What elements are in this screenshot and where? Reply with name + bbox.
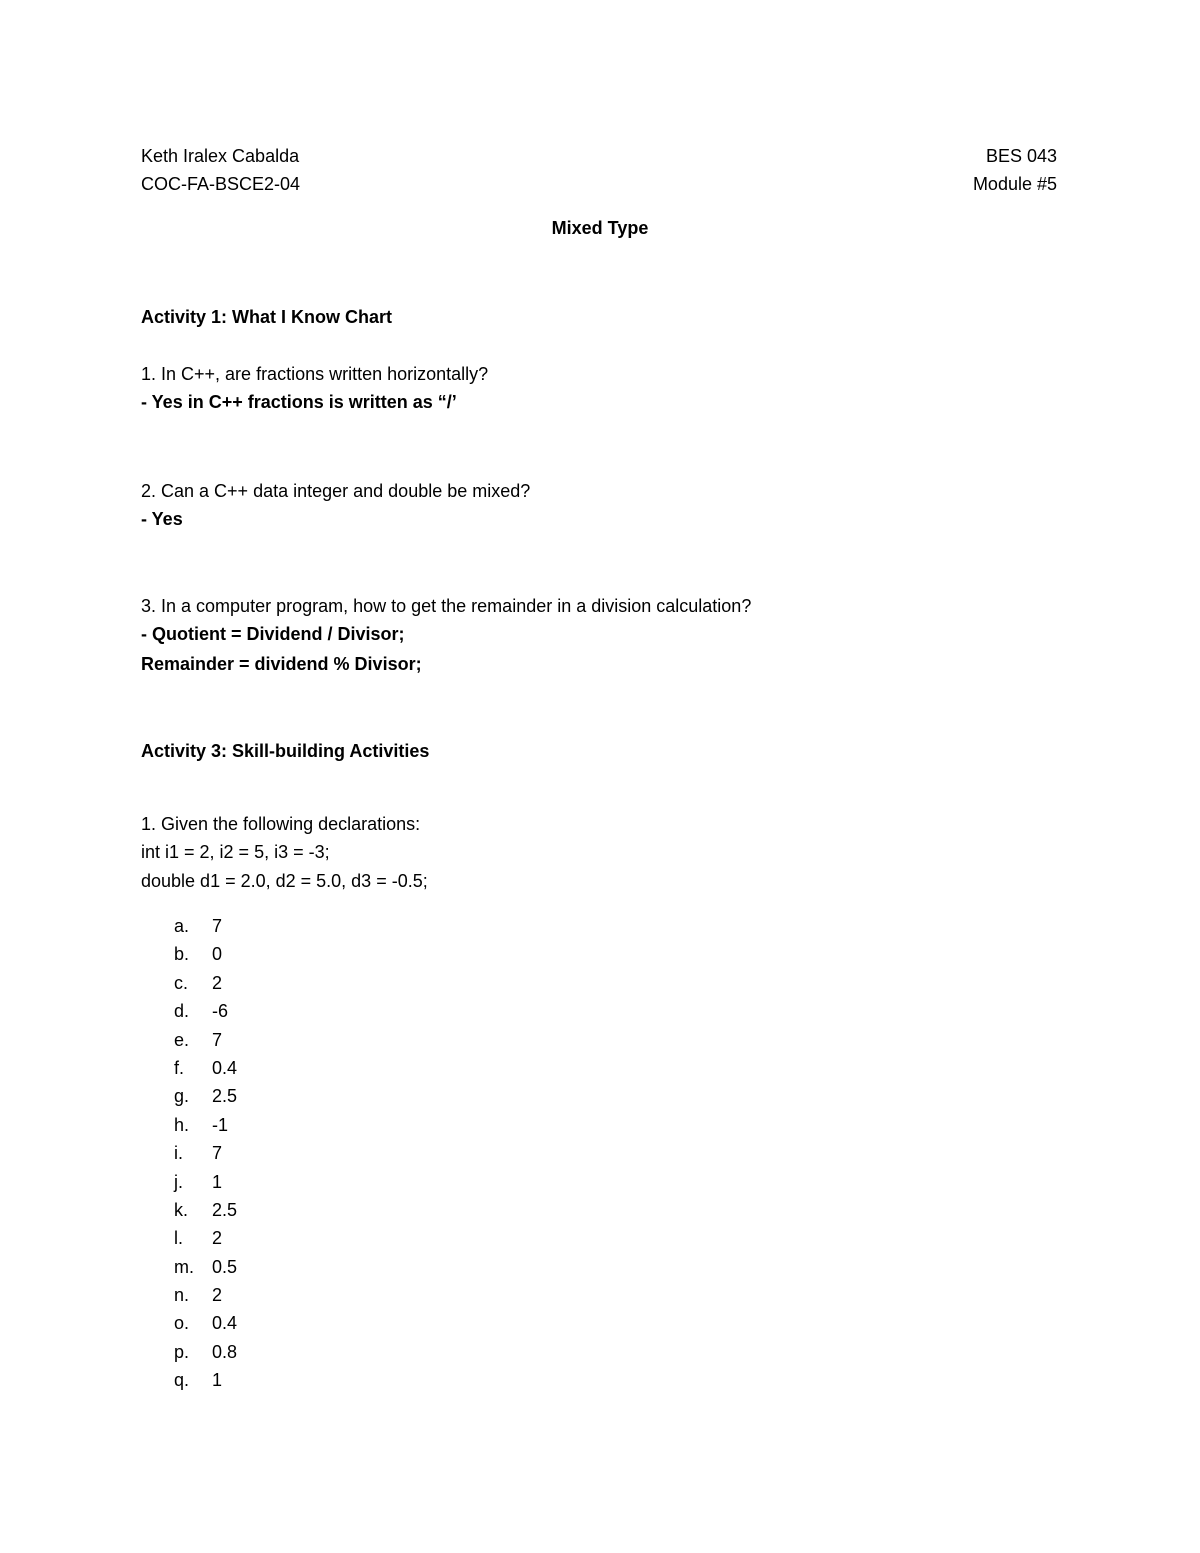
list-item-value: 2 <box>212 1285 223 1306</box>
list-item-letter: i. <box>174 1143 183 1164</box>
list-item <box>174 1026 237 1054</box>
list-item-value: 1 <box>212 1370 223 1391</box>
list-item-letter: h. <box>174 1114 190 1135</box>
list-item-value: 7 <box>212 1029 223 1050</box>
list-item-letter: j. <box>174 1171 183 1192</box>
activity1-heading: Activity 1: What I Know Chart <box>141 307 393 327</box>
list-item-letter: f. <box>174 1057 185 1078</box>
list-item <box>174 1054 237 1082</box>
list-item-letter: p. <box>174 1341 190 1362</box>
list-item-letter: e. <box>174 1029 190 1050</box>
list-item <box>174 1168 237 1196</box>
module-number: Module #5 <box>972 174 1057 194</box>
list-item-value: 2.5 <box>212 1086 238 1107</box>
list-item-letter: b. <box>174 944 190 965</box>
list-item-value: 0.4 <box>212 1313 238 1334</box>
answer-2: - Yes <box>141 509 183 529</box>
list-item-value: 0.8 <box>212 1341 238 1362</box>
declaration-int: int i1 = 2, i2 = 5, i3 = -3; <box>141 842 330 862</box>
course-code: BES 043 <box>985 146 1057 166</box>
list-item-letter: q. <box>174 1370 190 1391</box>
question-1: 1. In C++, are fractions written horizontally? <box>141 364 489 384</box>
list-item-value: 7 <box>212 1143 223 1164</box>
answer-3-line-2: Remainder = dividend % Divisor; <box>141 654 422 674</box>
list-item <box>174 1082 237 1110</box>
list-item <box>174 1111 237 1139</box>
list-item-letter: d. <box>174 1001 190 1022</box>
activity3-intro: 1. Given the following declarations: <box>141 814 421 834</box>
student-name: Keth Iralex Cabalda <box>141 146 300 166</box>
answer-list <box>174 912 237 1395</box>
list-item <box>174 1224 237 1252</box>
list-item-value: 0.5 <box>212 1256 238 1277</box>
list-item <box>174 1196 237 1224</box>
list-item <box>174 1139 237 1167</box>
list-item-value: -1 <box>212 1114 229 1135</box>
list-item-letter: g. <box>174 1086 190 1107</box>
student-section: COC-FA-BSCE2-04 <box>141 174 301 194</box>
list-item-value: 2 <box>212 1228 223 1249</box>
list-item-letter: o. <box>174 1313 190 1334</box>
page-title: Mixed Type <box>551 218 649 238</box>
list-item <box>174 997 237 1025</box>
list-item <box>174 940 237 968</box>
list-item <box>174 1281 237 1309</box>
list-item <box>174 1366 237 1394</box>
answer-3-line-1: - Quotient = Dividend / Divisor; <box>141 624 405 644</box>
list-item-letter: k. <box>174 1199 189 1220</box>
list-item-value: 2 <box>212 972 223 993</box>
list-item <box>174 1309 237 1337</box>
activity3-heading: Activity 3: Skill-building Activities <box>141 741 430 761</box>
declaration-double: double d1 = 2.0, d2 = 5.0, d3 = -0.5; <box>141 871 428 891</box>
list-item-letter: a. <box>174 916 190 936</box>
answer-1: - Yes in C++ fractions is written as “/’ <box>141 392 457 412</box>
list-item-value: -6 <box>212 1001 229 1022</box>
list-item-letter: m. <box>174 1256 194 1277</box>
list-item <box>174 969 237 997</box>
list-item-value: 7 <box>212 916 223 936</box>
list-item <box>174 1338 237 1366</box>
list-item-value: 0.4 <box>212 1057 238 1078</box>
list-item <box>174 1253 237 1281</box>
list-item-value: 2.5 <box>212 1199 238 1220</box>
list-item-letter: n. <box>174 1285 190 1306</box>
list-item-value: 0 <box>212 944 223 965</box>
list-item <box>174 912 237 940</box>
question-3: 3. In a computer program, how to get the remainder in a division calculation? <box>141 596 752 616</box>
list-item-letter: c. <box>174 972 189 993</box>
question-2: 2. Can a C++ data integer and double be mixed? <box>141 481 531 501</box>
list-item-value: 1 <box>212 1171 223 1192</box>
list-item-letter: l. <box>174 1228 183 1249</box>
